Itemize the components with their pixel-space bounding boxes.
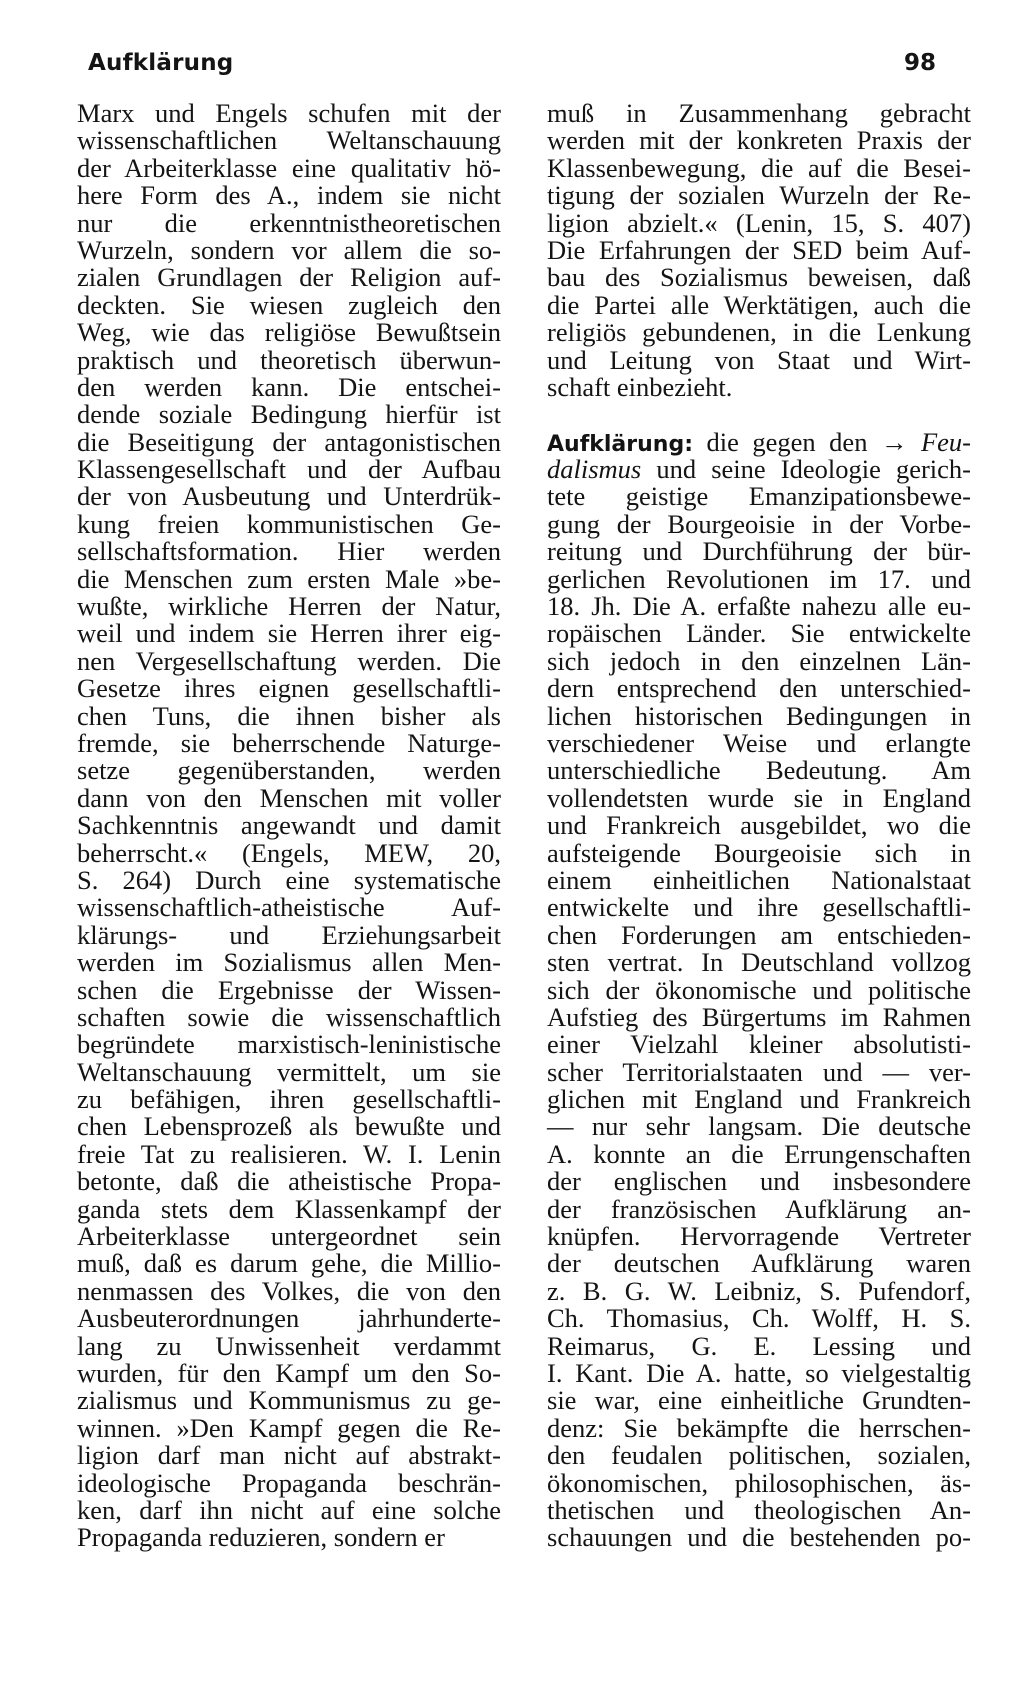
entry-headword: Aufklärung: bbox=[547, 431, 693, 457]
text-line: sie war, eine einheitliche Grundten- bbox=[547, 1385, 971, 1416]
text-line: Wurzeln, sondern vor allem die so- bbox=[77, 234, 501, 265]
text-line: verschiedener Weise und erlangte bbox=[547, 727, 971, 758]
text-line: chen Forderungen am entschieden- bbox=[547, 919, 971, 950]
text-line: z. B. G. W. Leibniz, S. Pufendorf, bbox=[547, 1275, 971, 1306]
text-line: ligion darf man nicht auf abstrakt- bbox=[77, 1440, 501, 1471]
text-line: bau des Sozialismus beweisen, daß bbox=[547, 262, 971, 293]
text-line: Weltanschauung vermittelt, um sie bbox=[77, 1056, 501, 1087]
text-line: Reimarus, G. E. Lessing und bbox=[547, 1330, 971, 1361]
text-line: der von Ausbeutung und Unterdrük- bbox=[77, 481, 501, 512]
text-line: — nur sehr langsam. Die deutsche bbox=[547, 1111, 971, 1142]
running-head-title: Aufklärung bbox=[88, 50, 234, 76]
text-line: der französischen Aufklärung an- bbox=[547, 1193, 971, 1224]
text-line: freie Tat zu realisieren. W. I. Lenin bbox=[77, 1138, 501, 1169]
text-line: thetischen und theologischen An- bbox=[547, 1494, 971, 1525]
text-line: here Form des A., indem sie nicht bbox=[77, 180, 501, 211]
text-line: dern entsprechend den unterschied- bbox=[547, 673, 971, 704]
text-line: lichen historischen Bedingungen in bbox=[547, 700, 971, 731]
text-line: nur die erkenntnistheoretischen bbox=[77, 207, 501, 238]
text-line: Ausbeuterordnungen jahrhunderte- bbox=[77, 1303, 501, 1334]
page-number: 98 bbox=[903, 50, 936, 76]
text-line: entwickelte und ihre gesellschaftli- bbox=[547, 892, 971, 923]
text-line: schauungen und die bestehenden po- bbox=[547, 1522, 971, 1553]
text-line: wußte, wirkliche Herren der Natur, bbox=[77, 591, 501, 622]
text-line: zialismus und Kommunismus zu ge- bbox=[77, 1385, 501, 1416]
text-line: reitung und Durchführung der bür- bbox=[547, 536, 971, 567]
text-line: wissenschaftlich-atheistische Auf- bbox=[77, 892, 501, 923]
text-line: tigung der sozialen Wurzeln der Re- bbox=[547, 180, 971, 211]
text-line: Aufstieg des Bürgertums im Rahmen bbox=[547, 1001, 971, 1032]
text-line: winnen. »Den Kampf gegen die Re- bbox=[77, 1412, 501, 1443]
text-line: ropäischen Länder. Sie entwickelte bbox=[547, 618, 971, 649]
text-line: Klassenbewegung, die auf die Besei- bbox=[547, 152, 971, 183]
running-head bbox=[88, 50, 936, 90]
entry-text: und seine Ideologie gerich- bbox=[641, 454, 971, 485]
text-line: nenmassen des Volkes, die von den bbox=[77, 1275, 501, 1306]
entry-second-line bbox=[547, 456, 971, 483]
text-line: gung der Bourgeoisie in der Vorbe- bbox=[547, 508, 971, 539]
text-line: kung freien kommunistischen Ge- bbox=[77, 508, 501, 539]
text-line: dann von den Menschen mit voller bbox=[77, 782, 501, 813]
text-line: setze gegenüberstanden, werden bbox=[77, 755, 501, 786]
text-line: klärungs- und Erziehungsarbeit bbox=[77, 919, 501, 950]
text-line: unterschiedliche Bedeutung. Am bbox=[547, 755, 971, 786]
text-line: nen Vergesellschaftung werden. Die bbox=[77, 645, 501, 676]
text-line: werden im Sozialismus allen Men- bbox=[77, 947, 501, 978]
text-line: muß, daß es darum gehe, die Millio- bbox=[77, 1248, 501, 1279]
text-line: ideologische Propaganda beschrän- bbox=[77, 1467, 501, 1498]
text-line: lang zu Unwissenheit verdammt bbox=[77, 1330, 501, 1361]
text-line: betonte, daß die atheistische Propa- bbox=[77, 1166, 501, 1197]
text-line: ganda stets dem Klassenkampf der bbox=[77, 1193, 501, 1224]
text-line: tete geistige Emanzipationsbewe- bbox=[547, 481, 971, 512]
cross-reference-link-continued[interactable]: dalismus bbox=[547, 454, 642, 485]
text-line: schaften sowie die wissenschaftlich bbox=[77, 1001, 501, 1032]
text-line: Sachkenntnis angewandt und damit bbox=[77, 810, 501, 841]
text-line: die Menschen zum ersten Male »be- bbox=[77, 563, 501, 594]
text-line: einem einheitlichen Nationalstaat bbox=[547, 864, 971, 895]
text-line: begründete marxistisch-leninistische bbox=[77, 1029, 501, 1060]
left-column bbox=[77, 100, 501, 1552]
entry-first-line bbox=[547, 426, 971, 457]
text-line: fremde, sie beherrschende Naturge- bbox=[77, 727, 501, 758]
text-line: weil und indem sie Herren ihrer eig- bbox=[77, 618, 501, 649]
text-line: schaft einbezieht. bbox=[547, 371, 733, 402]
text-line: denz: Sie bekämpfte die herrschen- bbox=[547, 1412, 971, 1443]
text-line: muß in Zusammenhang gebracht bbox=[547, 98, 971, 128]
text-line: Marx und Engels schufen mit der bbox=[77, 98, 501, 128]
text-line: knüpfen. Hervorragende Vertreter bbox=[547, 1221, 971, 1252]
text-line: ökonomischen, philosophischen, äs- bbox=[547, 1467, 971, 1498]
text-line: der Arbeiterklasse eine qualitativ hö- bbox=[77, 152, 501, 183]
text-line: vollendetsten wurde sie in England bbox=[547, 782, 971, 813]
text-line: Klassengesellschaft und der Aufbau bbox=[77, 454, 501, 485]
text-line: Weg, wie das religiöse Bewußtsein bbox=[77, 317, 501, 348]
text-line: der deutschen Aufklärung waren bbox=[547, 1248, 971, 1279]
text-line: glichen mit England und Frankreich bbox=[547, 1084, 971, 1115]
text-line: den feudalen politischen, sozialen, bbox=[547, 1440, 971, 1471]
text-line: die Beseitigung der antagonistischen bbox=[77, 426, 501, 457]
text-line: wissenschaftlichen Weltanschauung bbox=[77, 125, 501, 156]
text-line: zu befähigen, ihren gesellschaftli- bbox=[77, 1084, 501, 1115]
text-line: 18. Jh. Die A. erfaßte nahezu alle eu- bbox=[547, 591, 971, 622]
text-line: scher Territorialstaaten und — ver- bbox=[547, 1056, 971, 1087]
text-line: einer Vielzahl kleiner absolutisti- bbox=[547, 1029, 971, 1060]
text-line: Arbeiterklasse untergeordnet sein bbox=[77, 1221, 501, 1252]
text-line: I. Kant. Die A. hatte, so vielgestaltig bbox=[547, 1357, 971, 1388]
text-line: deckten. Sie wiesen zugleich den bbox=[77, 289, 501, 320]
text-line: und Leitung von Staat und Wirt- bbox=[547, 344, 971, 375]
text-line: ken, darf ihn nicht auf eine solche bbox=[77, 1494, 501, 1525]
paragraph-gap bbox=[547, 401, 971, 428]
text-line: sich der ökonomische und politische bbox=[547, 974, 971, 1005]
text-line: chen Tuns, die ihnen bisher als bbox=[77, 700, 501, 731]
text-line: und Frankreich ausgebildet, wo die bbox=[547, 810, 971, 841]
text-line: S. 264) Durch eine systematische bbox=[77, 864, 501, 895]
text-line: werden mit der konkreten Praxis der bbox=[547, 125, 971, 156]
text-line: wurden, für den Kampf um den So- bbox=[77, 1357, 501, 1388]
text-line: die Partei alle Werktätigen, auch die bbox=[547, 289, 971, 320]
text-line: ligion abzielt.« (Lenin, 15, S. 407) bbox=[547, 207, 971, 238]
text-line: dende soziale Bedingung hierfür ist bbox=[77, 399, 501, 430]
text-line: praktisch und theoretisch überwun- bbox=[77, 344, 501, 375]
text-line: zialen Grundlagen der Religion auf- bbox=[77, 262, 501, 293]
text-line: schen die Ergebnisse der Wissen- bbox=[77, 974, 501, 1005]
text-line: Ch. Thomasius, Ch. Wolff, H. S. bbox=[547, 1303, 971, 1334]
text-line: sten vertrat. In Deutschland vollzog bbox=[547, 947, 971, 978]
text-line: den werden kann. Die entschei- bbox=[77, 371, 501, 402]
text-line: Die Erfahrungen der SED beim Auf- bbox=[547, 234, 971, 265]
right-column bbox=[547, 100, 971, 1552]
text-line: religiös gebundenen, in die Lenkung bbox=[547, 317, 971, 348]
text-line: sich jedoch in den einzelnen Län- bbox=[547, 645, 971, 676]
text-line: der englischen und insbesondere bbox=[547, 1166, 971, 1197]
text-line: beherrscht.« (Engels, MEW, 20, bbox=[77, 837, 501, 868]
entry-text[interactable]: die gegen den → bbox=[693, 426, 921, 457]
text-line: Gesetze ihres eignen gesellschaftli- bbox=[77, 673, 501, 704]
text-line: sellschaftsformation. Hier werden bbox=[77, 536, 501, 567]
text-line: gerlichen Revolutionen im 17. und bbox=[547, 563, 971, 594]
text-line: A. konnte an die Errungenschaften bbox=[547, 1138, 971, 1169]
text-line: aufsteigende Bourgeoisie sich in bbox=[547, 837, 971, 868]
text-line: chen Lebensprozeß als bewußte und bbox=[77, 1111, 501, 1142]
cross-reference-link[interactable]: Feu- bbox=[920, 426, 971, 457]
text-line: Propaganda reduzieren, sondern er bbox=[77, 1522, 445, 1553]
